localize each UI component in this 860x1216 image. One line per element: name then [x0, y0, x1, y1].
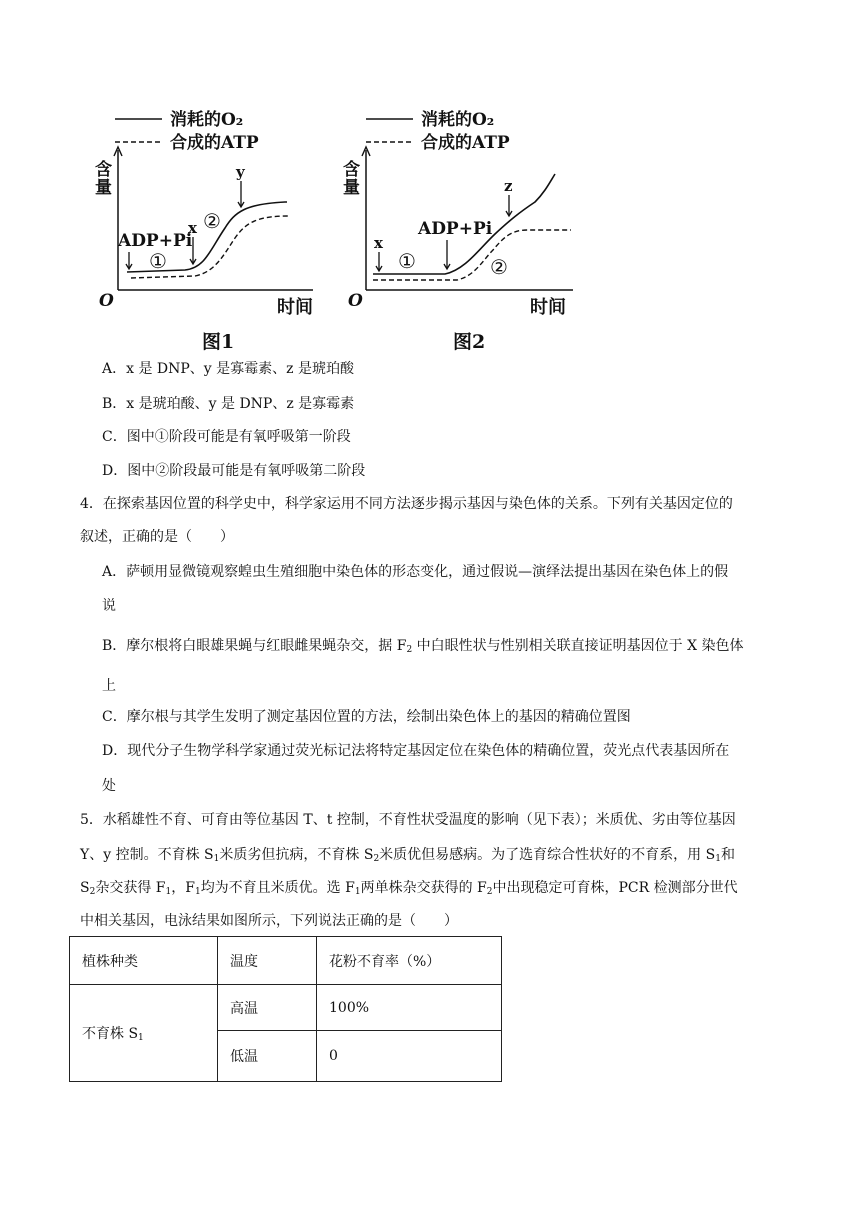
- q4-option-b-line2: 上: [102, 678, 116, 694]
- y-axis-label-char1: 含: [343, 160, 360, 180]
- stage-2-marker: ②: [490, 255, 508, 279]
- table-cell-rate: 100%: [317, 985, 502, 1031]
- q5-l2-sub2: 2: [373, 854, 380, 864]
- table-header-rate: 花粉不育率（%）: [317, 937, 502, 985]
- plant-sub: 1: [138, 1033, 144, 1043]
- table-header-row: [70, 937, 502, 985]
- q5-l2-sub1: 1: [213, 854, 220, 864]
- q5-l3-sub2: 1: [165, 887, 172, 897]
- legend-solid-label: 消耗的O₂: [421, 110, 495, 130]
- q4-stem-line2: 叙述，正确的是（ ）: [80, 529, 234, 545]
- x-axis-label: 时间: [277, 297, 313, 318]
- q5-line3: [80, 878, 738, 898]
- q5-l2-a: Y、y 控制。不育株 S: [80, 847, 214, 863]
- q4-option-a-line1: A．萨顿用显微镜观察蝗虫生殖细胞中染色体的形态变化，通过假说—演绎法提出基因在染色体上的假: [102, 564, 729, 580]
- figure-1-caption: 图1: [202, 331, 235, 353]
- q4-b-post: 中白眼性状与性别相关联直接证明基因位于 X 染色体: [412, 638, 744, 654]
- q5-l2-b: 米质劣但抗病，不育株 S: [219, 847, 374, 863]
- table-header-temp: 温度: [218, 937, 317, 985]
- legend-solid-label: 消耗的O₂: [170, 110, 244, 130]
- q5-l2-d: 和: [720, 847, 735, 863]
- q4-option-d-line2: 处: [102, 778, 116, 794]
- origin-label: O: [348, 291, 363, 311]
- annot-z: z: [504, 177, 513, 195]
- stage-2-marker: ②: [203, 209, 221, 233]
- plant-name: 不育株 S: [82, 1026, 139, 1042]
- origin-label: O: [99, 291, 114, 311]
- q3-option-d: D．图中②阶段最可能是有氧呼吸第二阶段: [102, 463, 366, 479]
- legend-dashed-label: 合成的ATP: [421, 133, 510, 153]
- q5-line1: 5．水稻雄性不育、可育由等位基因 T、t 控制，不育性状受温度的影响（见下表）；米质优、劣由等位基因: [80, 812, 736, 828]
- table-cell-temp: 高温: [218, 985, 317, 1031]
- annot-y: y: [236, 163, 245, 181]
- q3-option-b: B．x 是琥珀酸、y 是 DNP、z 是寡霉素: [102, 396, 355, 412]
- q5-l2-sub3: 1: [715, 854, 721, 864]
- figure-2-graph: [335, 100, 595, 330]
- q5-l3-e: 两单株杂交获得的 F: [360, 880, 487, 896]
- q4-option-d-line1: D．现代分子生物学科学家通过荧光标记法将特定基因定位在染色体的精确位置，荧光点代表基因所在: [102, 743, 730, 759]
- y-axis-label-char1: 含: [95, 160, 112, 180]
- q4-option-c: C．摩尔根与其学生发明了测定基因位置的方法，绘制出染色体上的基因的精确位置图: [102, 709, 631, 725]
- figure-2-caption: 图2: [453, 331, 486, 353]
- table-row: [70, 985, 502, 1031]
- q5-l3-sub4: 1: [354, 887, 361, 897]
- q3-option-a: A．x 是 DNP、y 是寡霉素、z 是琥珀酸: [102, 361, 354, 377]
- q5-l3-sub5: 2: [486, 887, 493, 897]
- x-axis-label: 时间: [530, 297, 566, 318]
- table-header-plant: 植株种类: [70, 937, 218, 985]
- table-cell-temp: 低温: [218, 1031, 317, 1082]
- figure-1-graph: [85, 100, 335, 330]
- q4-option-b-line1: [102, 636, 744, 656]
- annot-adp-pi: ADP+Pi: [118, 231, 193, 251]
- q5-l2-c: 米质优但易感病。为了选育综合性状好的不育系，用 S: [379, 847, 716, 863]
- q4-b-pre: B．摩尔根将白眼雄果蝇与红眼雌果蝇杂交，据 F: [102, 638, 407, 654]
- q5-l3-b: 杂交获得 F: [95, 880, 166, 896]
- q5-l3-f: 中出现稳定可育株，PCR 检测部分世代: [492, 880, 738, 896]
- q5-l3-a: S: [80, 880, 90, 896]
- sterility-table: [69, 936, 502, 1082]
- annot-x: x: [374, 234, 383, 252]
- figure-2: [335, 100, 595, 330]
- table-cell-plant: [70, 985, 218, 1082]
- q4-option-a-line2: 说: [102, 598, 116, 614]
- q4-stem-line1: 4．在探索基因位置的科学史中，科学家运用不同方法逐步揭示基因与染色体的关系。下列有关基因定位的: [80, 496, 733, 512]
- q3-option-c: C．图中①阶段可能是有氧呼吸第一阶段: [102, 429, 351, 445]
- q5-l3-sub3: 1: [194, 887, 201, 897]
- q5-l3-sub1: 2: [89, 887, 96, 897]
- stage-1-marker: ①: [398, 249, 416, 273]
- annot-x: x: [188, 219, 197, 237]
- q5-l3-c: ，F: [171, 880, 195, 896]
- q5-line4: 中相关基因，电泳结果如图所示，下列说法正确的是（ ）: [80, 913, 458, 929]
- table-cell-rate: 0: [317, 1031, 502, 1082]
- q5-l3-d: 均为不育且米质优。选 F: [200, 880, 355, 896]
- stage-1-marker: ①: [149, 249, 167, 273]
- y-axis-label-char2: 量: [343, 178, 360, 198]
- y-axis-label-char2: 量: [95, 178, 112, 198]
- q4-b-sub: 2: [406, 645, 413, 655]
- annot-adp-pi: ADP+Pi: [418, 219, 493, 239]
- legend-dashed-label: 合成的ATP: [170, 133, 259, 153]
- figure-1: [85, 100, 335, 330]
- q5-line2: [80, 845, 735, 865]
